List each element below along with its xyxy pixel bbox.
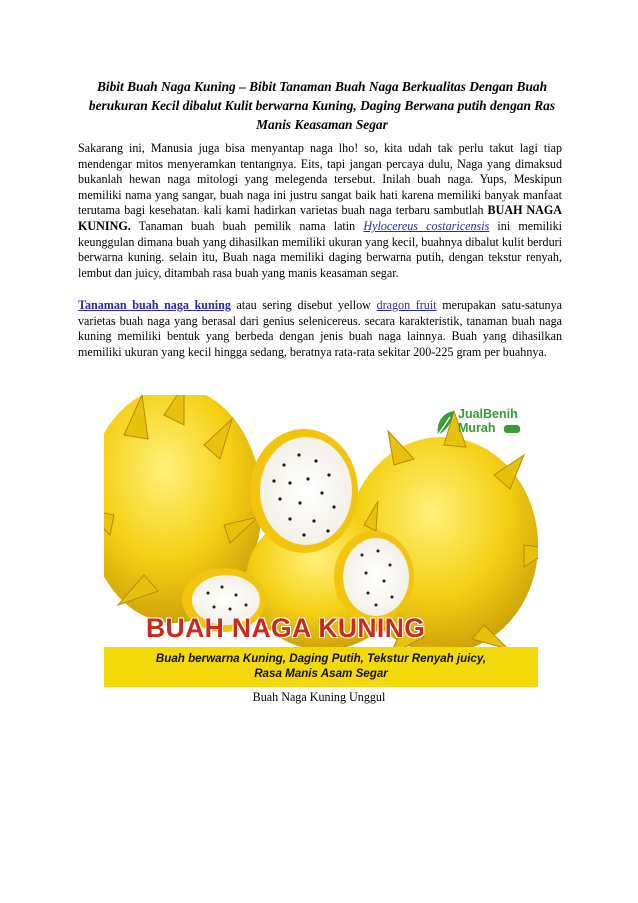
document-title: Bibit Buah Naga Kuning – Bibit Tanaman Buah Naga Berkualitas Dengan Buah berukuran Kecil dibalut Kulit berwarna Kuning, Daging Berwana putih dengan Ras Manis Keasaman Segar	[88, 79, 556, 132]
intro-bold-text: BUAH NAGA KUNING.	[78, 203, 563, 233]
logo-badge	[504, 425, 520, 433]
intro-text-2: Tanaman buah buah pemilik nama latin	[130, 218, 364, 233]
desc-text-2: merupakan satu-satunya varietas buah naga yang berasal dari genius selenicereus. secara karakteristik, tanaman buah naga kuning memiliki bentuk yang berbeda dengan jenis buah naga lainnya. Buah yang dihasilkan memiliki ukuran yang kecil hingga sedang, beratnya rata-rata sekitar 200-225 gram per buahnya.	[78, 298, 562, 359]
product-image	[104, 395, 538, 687]
desc-text-1: atau sering disebut yellow	[230, 298, 377, 312]
logo-line-1: JualBenih	[458, 407, 518, 421]
description-paragraph	[78, 298, 562, 360]
intro-paragraph	[78, 141, 562, 281]
dragon-fruit-link[interactable]: dragon fruit	[376, 298, 437, 312]
banner-title: BUAH NAGA KUNING	[146, 613, 426, 643]
banner-line-2: Rasa Manis Asam Segar	[254, 667, 388, 680]
brand-logo	[434, 407, 538, 451]
intro-text-3: ini memiliki keunggulan dimana buah yang dihasilkan memiliki ukuran yang kecil, buahnya dibalut kulit berduri berwarna kuning. selain itu, Buah naga memiliki daging berwarna putih, dengan tekstur renyah, lembut dan juicy, ditambah rasa buah yang manis keasaman segar.	[78, 218, 563, 280]
leaf-icon	[434, 409, 456, 439]
intro-text-1: Sakarang ini, Manusia juga bisa menyantap naga lho! so, kita udah tak perlu takut lagi tiap mendengar mitos menyeramkan tentangnya. Eits, tapi jangan percaya dulu, Naga yang dimaksud bukanlah hewan naga mitologi yang melegenda tersebut. Inilah buah naga. Yups, Meskipun memiliki nama yang sangar, buah naga ini justru sangat baik hati karena memiliki banyak manfaat terutama bagi kesehatan. kali kami hadirkan varietas buah naga terbaru sambutlah	[78, 141, 562, 218]
latin-name-link[interactable]: Hylocereus costaricensis	[363, 218, 490, 233]
image-caption: Buah Naga Kuning Unggul	[252, 690, 386, 704]
tanaman-link[interactable]: Tanaman buah naga kuning	[78, 298, 231, 312]
logo-line-2: Murah	[458, 421, 496, 435]
banner-line-1: Buah berwarna Kuning, Daging Putih, Tekstur Renyah juicy,	[155, 652, 487, 665]
